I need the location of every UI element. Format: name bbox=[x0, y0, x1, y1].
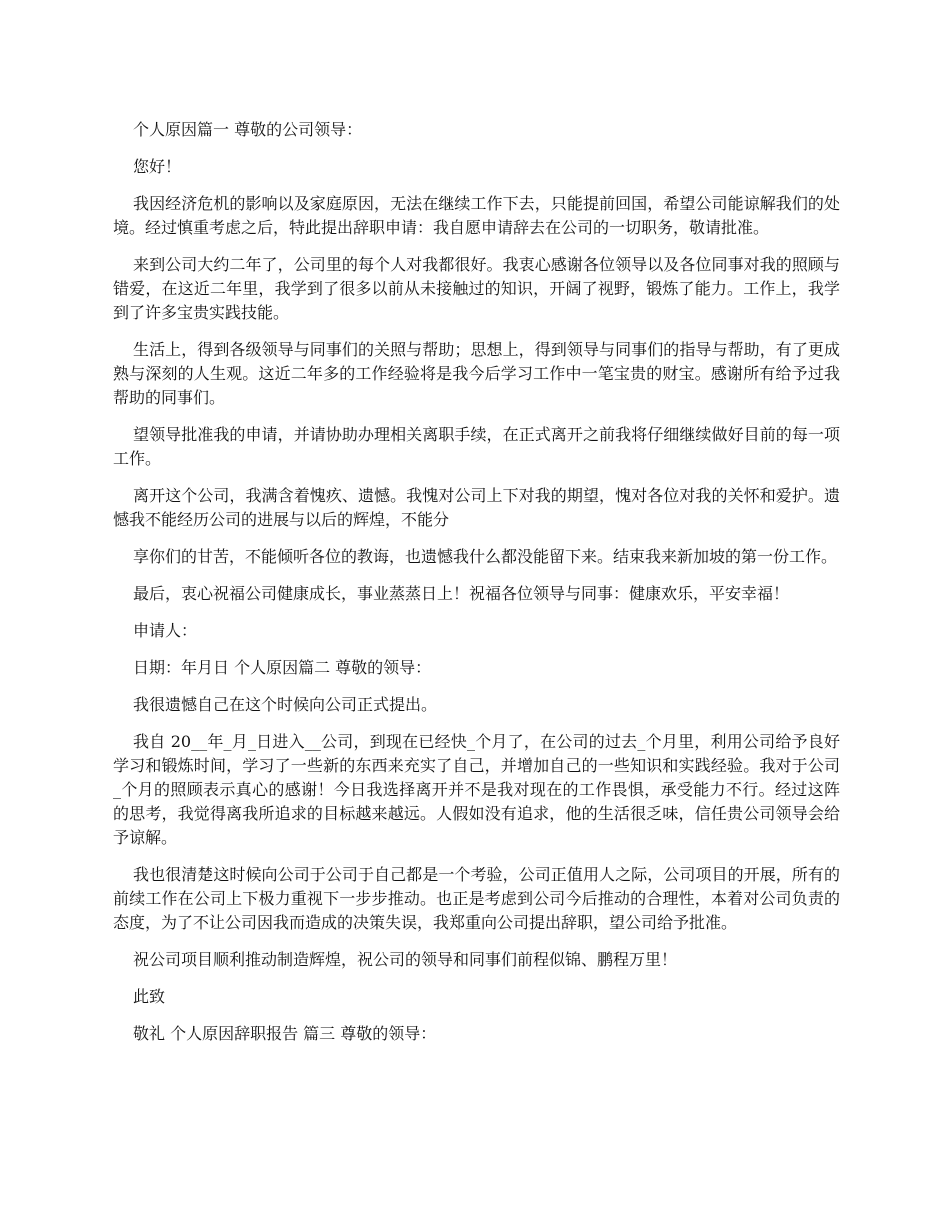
body-paragraph: 生活上，得到各级领导与同事们的关照与帮助；思想上，得到领导与同事们的指导与帮助，有了更成熟与深刻的人生观。这近二年多的工作经验将是我今后学习工作中一笔宝贵的财宝。感谢所有给予过我帮助的同事们。 bbox=[113, 340, 840, 407]
body-paragraph: 享你们的甘苦，不能倾听各位的教诲，也遗憾我什么都没能留下来。结束我来新加坡的第一份工作。 bbox=[133, 547, 838, 566]
closing-wishes: 最后，衷心祝福公司健康成长，事业蒸蒸日上！祝福各位领导与同事：健康欢乐，平安幸福！ bbox=[133, 584, 790, 603]
applicant-line: 申请人： bbox=[133, 621, 198, 640]
body-paragraph: 离开这个公司，我满含着愧疚、遗憾。我愧对公司上下对我的期望，愧对各位对我的关怀和爱护。遗憾我不能经历公司的进展与以后的辉煌，不能分 bbox=[113, 486, 840, 529]
body-paragraph: 我自 20__年_月_日进入__公司，到现在已经快_个月了，在公司的过去_个月里，利用公司给予良好学习和锻炼时间，学习了一些新的东西来充实了自己，并增加自己的一些知识和实践经验。我对于公司_个月的照顾表示真心的感谢！今日我选择离开并不是我对现在的工作畏惧，承受能力不行。经过这阵的思考，我觉得离我所追求的目标越来越远。人假如没有追求，他的生活很乏味，信任贵公司领导会给予谅解。 bbox=[113, 732, 840, 847]
salutation: 您好！ bbox=[133, 157, 182, 176]
document-page bbox=[113, 118, 840, 1059]
body-paragraph: 我也很清楚这时候向公司于公司于自己都是一个考验，公司正值用人之际，公司项目的开展，所有的前续工作在公司上下极力重视下一步步推动。也正是考虑到公司今后推动的合理性，本着对公司负责的态度，为了不让公司因我而造成的决策失误，我郑重向公司提出辞职，望公司给予批准。 bbox=[113, 865, 840, 932]
sign-off: 此致 bbox=[133, 987, 166, 1006]
body-paragraph: 来到公司大约二年了，公司里的每个人对我都很好。我衷心感谢各位领导以及各位同事对我的照顾与错爱，在这近二年里，我学到了很多以前从未接触过的知识，开阔了视野，锻炼了能力。工作上，我学到了许多宝贵实践技能。 bbox=[113, 255, 840, 322]
closing-wishes: 祝公司项目顺利推动制造辉煌，祝公司的领导和同事们前程似锦、鹏程万里！ bbox=[133, 950, 678, 969]
body-paragraph: 我因经济危机的影响以及家庭原因，无法在继续工作下去，只能提前回国，希望公司能谅解我们的处境。经过慎重考虑之后，特此提出辞职申请：我自愿申请辞去在公司的一切职务，敬请批准。 bbox=[113, 194, 840, 237]
date-and-heading: 日期：年月日 个人原因篇二 尊敬的领导： bbox=[133, 658, 432, 677]
greeting-heading: 个人原因篇一 尊敬的公司领导： bbox=[133, 120, 363, 139]
section-heading: 敬礼 个人原因辞职报告 篇三 尊敬的领导： bbox=[133, 1024, 437, 1043]
body-paragraph: 我很遗憾自己在这个时候向公司正式提出。 bbox=[133, 695, 438, 714]
body-paragraph: 望领导批准我的申请，并请协助办理相关离职手续，在正式离开之前我将仔细继续做好目前的每一项工作。 bbox=[113, 425, 840, 468]
